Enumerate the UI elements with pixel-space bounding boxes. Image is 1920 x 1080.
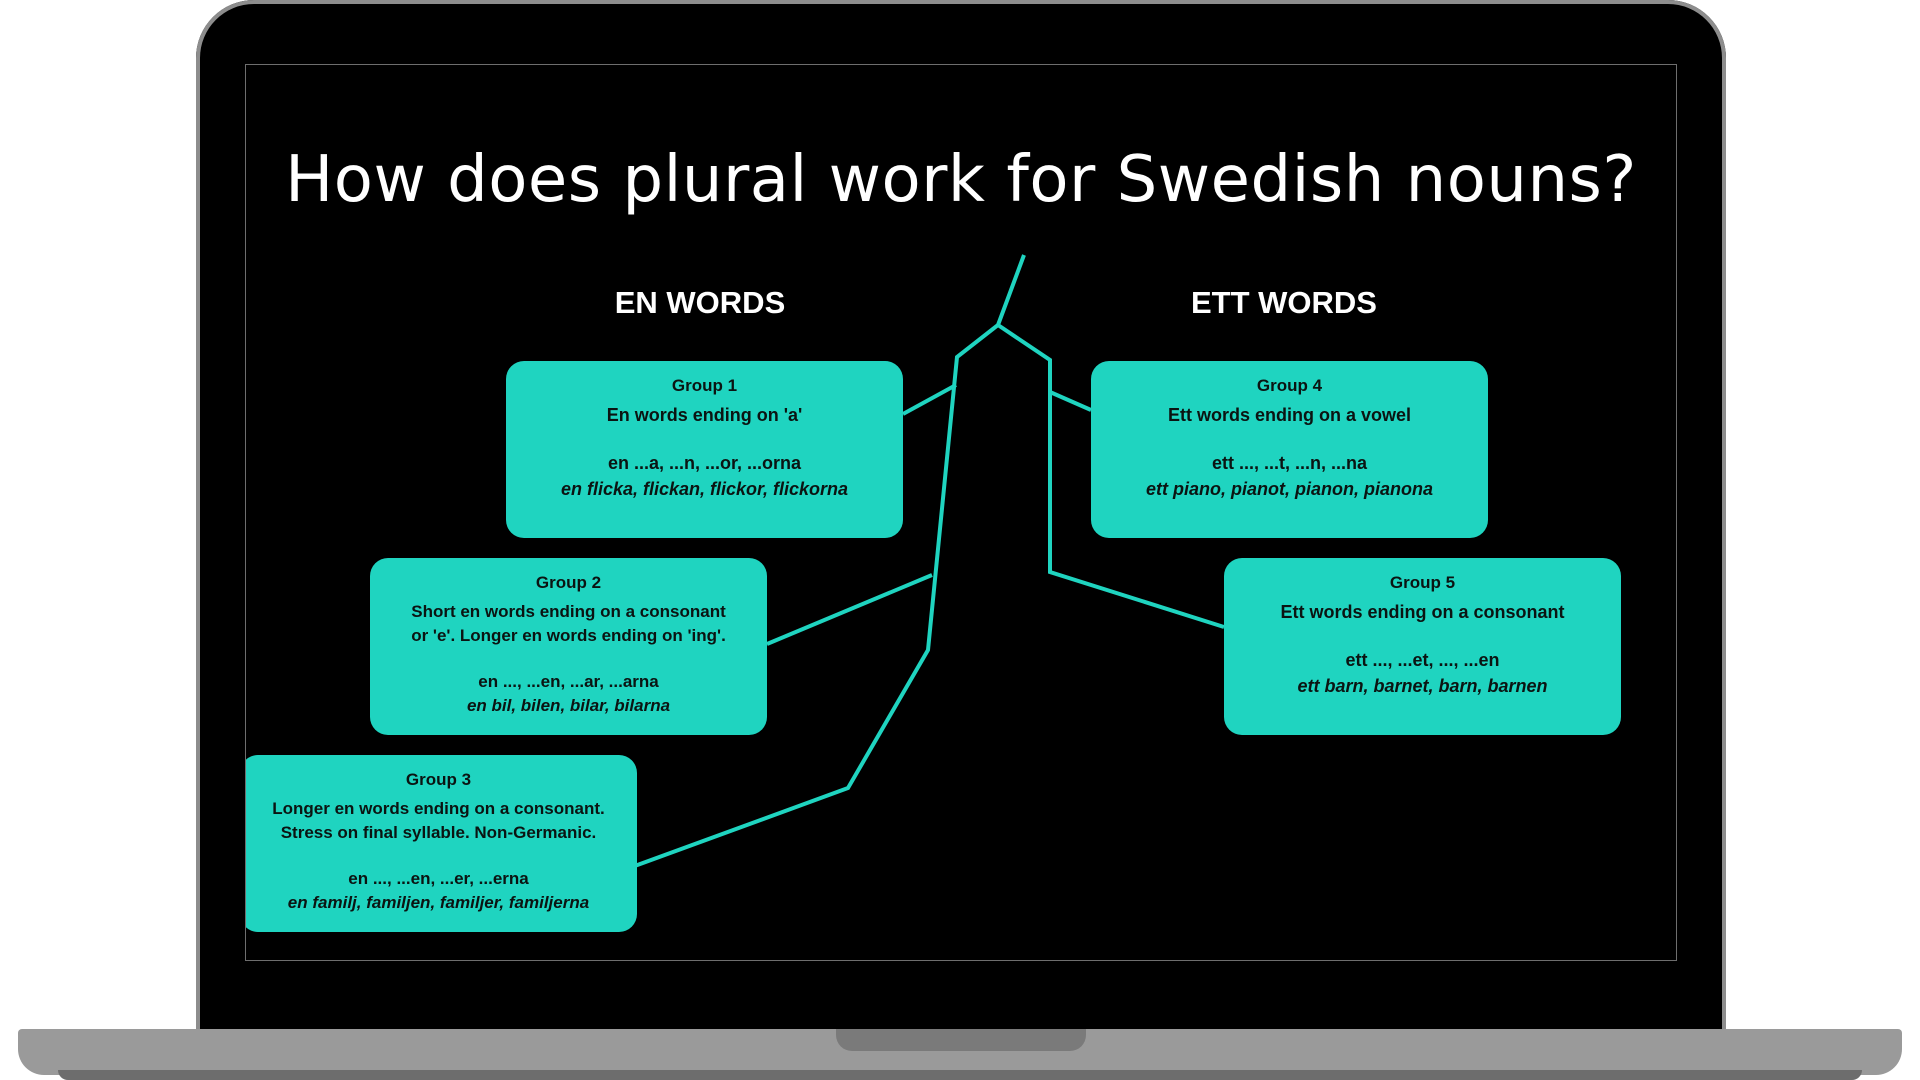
- group-1-card: [506, 361, 903, 538]
- laptop-screen: [246, 65, 1676, 960]
- group-example: ett piano, pianot, pianon, pianona: [1146, 479, 1433, 499]
- group-pattern: en ...a, ...n, ...or, ...orna: [607, 453, 802, 473]
- group-pattern: ett ..., ...t, ...n, ...na: [1211, 453, 1367, 473]
- group-description: Short en words ending on a consonant or 'e'. Longer en words ending on 'ing'.: [411, 602, 726, 645]
- group-5-card: [1224, 558, 1621, 735]
- group-pattern: en ..., ...en, ...er, ...erna: [348, 869, 529, 888]
- group-title: Group 1: [671, 376, 738, 395]
- group-example: en flicka, flickan, flickor, flickorna: [560, 479, 849, 499]
- connector-group-2: [767, 575, 932, 644]
- group-title: Group 3: [405, 770, 472, 789]
- connector-group-1: [903, 385, 956, 414]
- group-4-card: [1091, 361, 1488, 538]
- ett-words-heading: ETT WORDS: [1191, 285, 1377, 320]
- group-description: Ett words ending on a vowel: [1167, 405, 1412, 425]
- group-description: Longer en words ending on a consonant. Stress on final syllable. Non-Germanic.: [272, 799, 605, 842]
- group-2-card: [370, 558, 767, 735]
- laptop-trackpad-notch: [836, 1029, 1086, 1051]
- group-example: ett barn, barnet, barn, barnen: [1297, 676, 1548, 696]
- group-description: Ett words ending on a consonant: [1280, 602, 1565, 622]
- laptop-base-shadow: [58, 1070, 1862, 1080]
- group-pattern: ett ..., ...et, ..., ...en: [1345, 650, 1500, 670]
- group-example: en bil, bilen, bilar, bilarna: [466, 696, 671, 715]
- group-3-card: [246, 755, 637, 932]
- connector-group-4: [1050, 392, 1091, 410]
- group-title: Group 4: [1256, 376, 1323, 395]
- group-pattern: en ..., ...en, ...ar, ...arna: [478, 672, 659, 691]
- slide-title: How does plural work for Swedish nouns?: [285, 143, 1637, 217]
- en-words-heading: EN WORDS: [614, 285, 786, 320]
- group-title: Group 5: [1389, 573, 1456, 592]
- group-title: Group 2: [535, 573, 602, 592]
- group-description: En words ending on 'a': [606, 405, 803, 425]
- group-example: en familj, familjen, familjer, familjerna: [287, 893, 590, 912]
